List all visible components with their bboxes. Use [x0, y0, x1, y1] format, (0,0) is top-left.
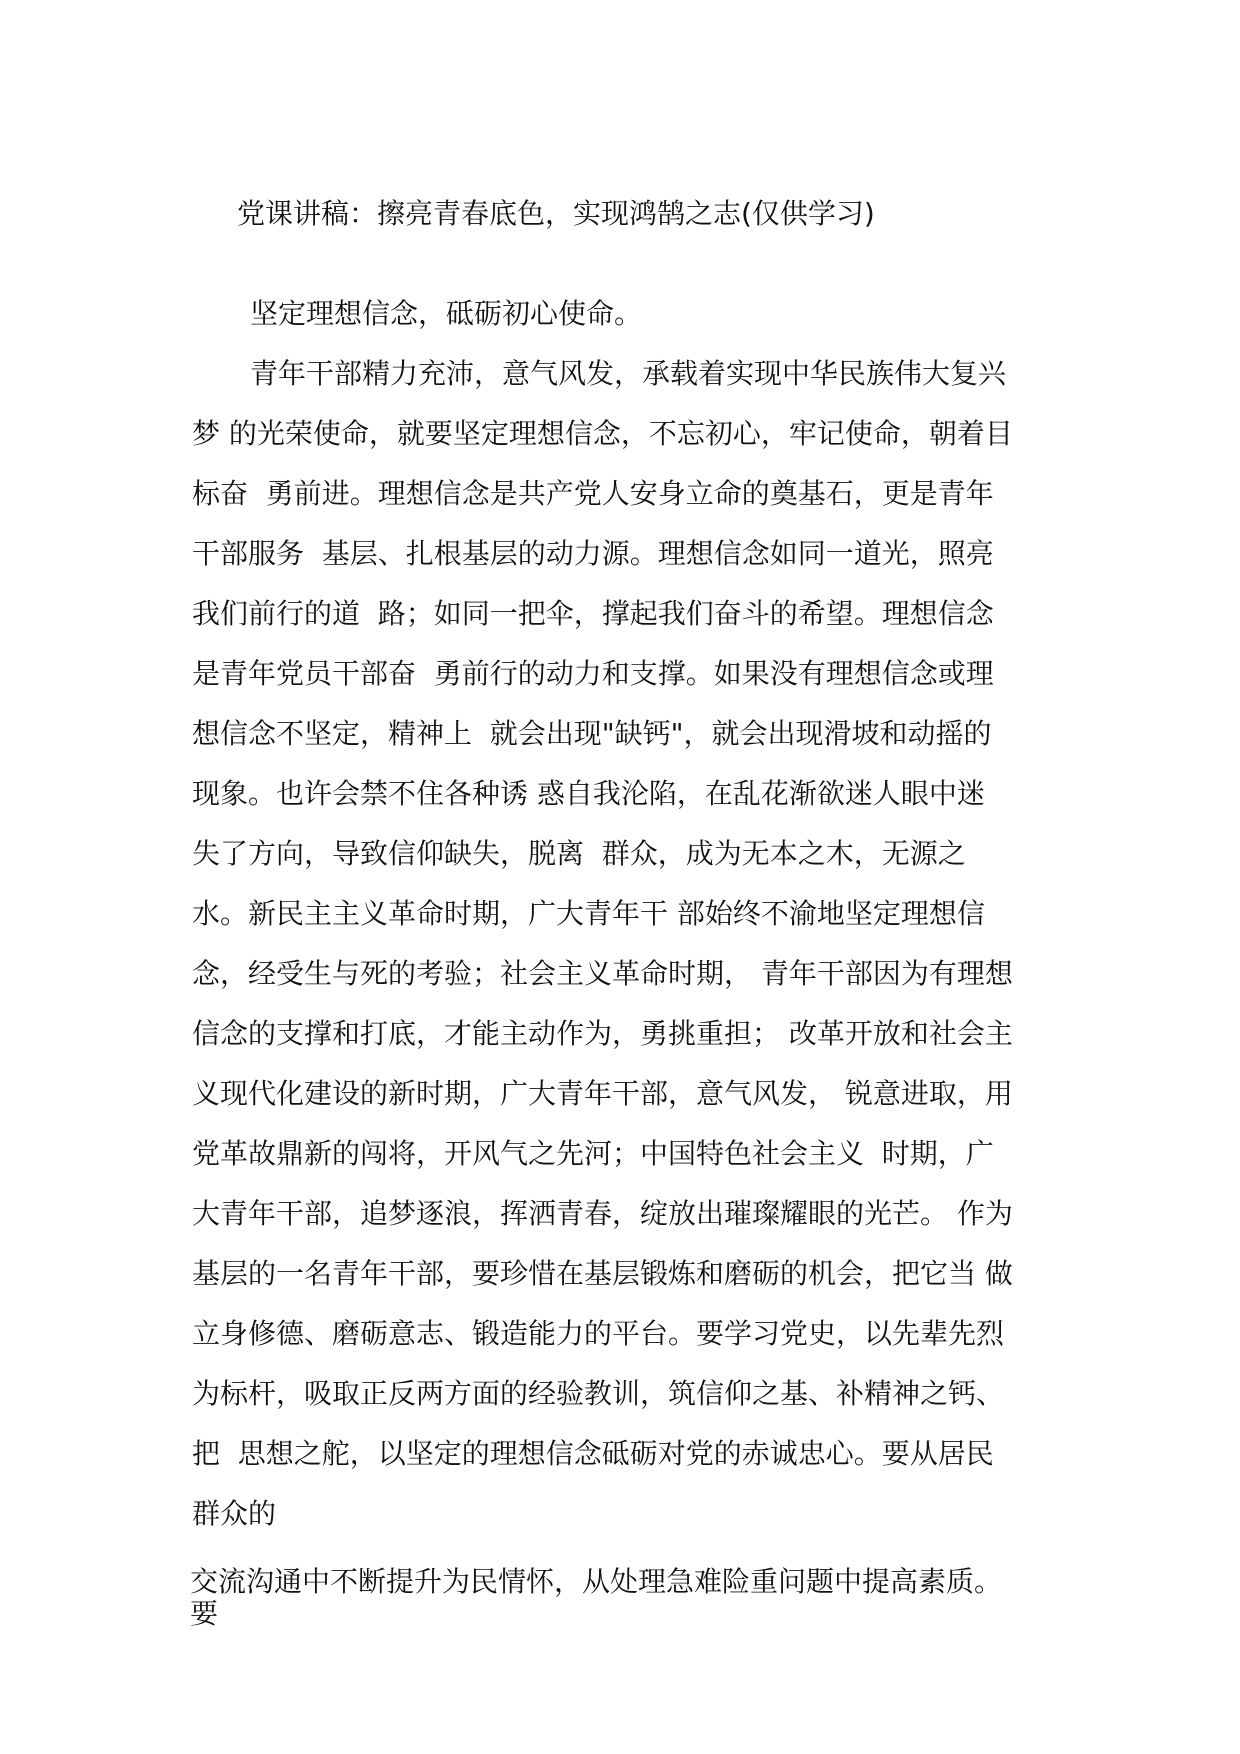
paragraph-line: 水。新民主主义革命时期，广大青年干 部始终不渝地坚定理想信: [192, 897, 985, 930]
paragraph-line: 梦 的光荣使命，就要坚定理想信念，不忘初心，牢记使命，朝着目: [192, 417, 1013, 450]
paragraph-line: 基层的一名青年干部，要珍惜在基层锻炼和磨砺的机会，把它当 做: [192, 1257, 1013, 1290]
paragraph-line: 标奋 勇前进。理想信念是共产党人安身立命的奠基石，更是青年: [192, 477, 994, 510]
paragraph-line: 我们前行的道 路；如同一把伞，撑起我们奋斗的希望。理想信念: [192, 597, 994, 630]
paragraph-line: 交流沟通中不断提升为民情怀，从处理急难险重问题中提高素质。: [190, 1565, 1003, 1598]
paragraph-line: 把 思想之舵，以坚定的理想信念砥砺对党的赤诚忠心。要从居民: [192, 1437, 994, 1470]
paragraph-line: 念，经受生与死的考验；社会主义革命时期， 青年干部因为有理想: [192, 957, 1013, 990]
paragraph-line: 现象。也许会禁不住各种诱 惑自我沦陷，在乱花渐欲迷人眼中迷: [192, 777, 985, 810]
paragraph-line: 大青年干部，追梦逐浪，挥洒青春，绽放出璀璨耀眼的光芒。 作为: [192, 1197, 1013, 1230]
paragraph-line: 群众的: [192, 1497, 277, 1530]
document-title: 党课讲稿：擦亮青春底色，实现鸿鹄之志(仅供学习): [237, 197, 875, 230]
section-heading: 坚定理想信念，砥砺初心使命。: [250, 297, 643, 330]
paragraph-line: 想信念不坚定，精神上 就会出现"缺钙"，就会出现滑坡和动摇的: [192, 717, 992, 750]
paragraph-line: 青年干部精力充沛，意气风发，承载着实现中华民族伟大复兴: [250, 357, 1007, 390]
paragraph-line: 义现代化建设的新时期，广大青年干部，意气风发， 锐意进取，用: [192, 1077, 1013, 1110]
paragraph-line: 是青年党员干部奋 勇前行的动力和支撑。如果没有理想信念或理: [192, 657, 994, 690]
paragraph-line: 失了方向，导致信仰缺失，脱离 群众，成为无本之木，无源之: [192, 837, 966, 870]
paragraph-line: 信念的支撑和打底，才能主动作为，勇挑重担； 改革开放和社会主: [192, 1017, 1013, 1050]
paragraph-line: 立身修德、磨砺意志、锻造能力的平台。要学习党史，以先辈先烈: [192, 1317, 1005, 1350]
paragraph-line: 干部服务 基层、扎根基层的动力源。理想信念如同一道光，照亮: [192, 537, 994, 570]
paragraph-line: 党革故鼎新的闯将，开风气之先河；中国特色社会主义 时期，广: [192, 1137, 994, 1170]
paragraph-line: 为标杆，吸取正反两方面的经验教训，筑信仰之基、补精神之钙、: [192, 1377, 1005, 1410]
paragraph-line: 要: [190, 1597, 219, 1630]
